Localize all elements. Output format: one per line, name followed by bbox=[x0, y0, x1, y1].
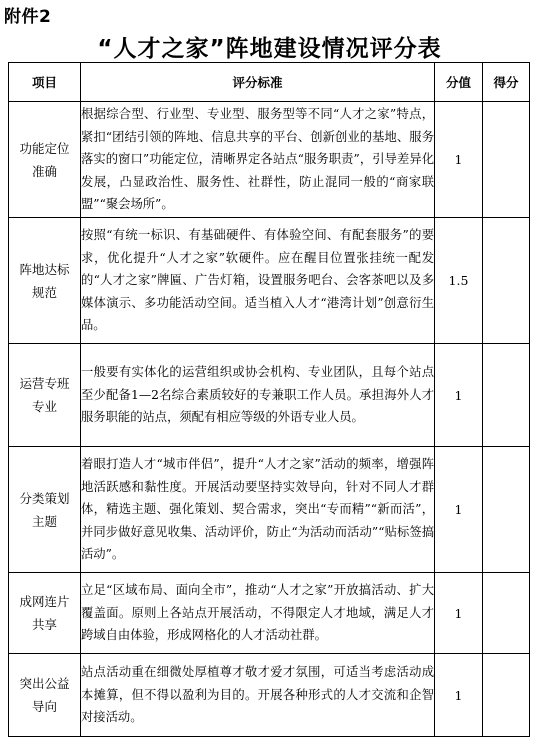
row-earned-cell[interactable] bbox=[483, 344, 530, 447]
row-score: 1 bbox=[435, 573, 483, 654]
table-row bbox=[9, 573, 530, 654]
row-item-label: 突出公益导向 bbox=[19, 676, 70, 714]
column-header-criteria: 评分标准 bbox=[81, 63, 435, 102]
row-earned-cell[interactable] bbox=[483, 654, 530, 737]
table-row bbox=[9, 218, 530, 344]
row-criteria: 着眼打造人才“城市伴侣”，提升“人才之家”活动的频率，增强阵地活跃感和黏性度。开展活动要坚持实效导向，针对不同人才群体，精选主题、强化策划、契合需求，突出“专而精”“新而活”，并同步做好意见收集、活动评价，防止“为活动而活动”“贴标签搞活动”。 bbox=[81, 447, 435, 573]
row-earned-cell[interactable] bbox=[483, 102, 530, 218]
row-criteria: 按照“有统一标识、有基础硬件、有体验空间、有配套服务”的要求，优化提升“人才之家”软硬件。应在醒目位置张挂统一配发的“人才之家”牌匾、广告灯箱，设置服务吧台、会客茶吧以及多媒体演示、多功能活动空间。适当植入人才“港湾计划”创意衍生品。 bbox=[81, 218, 435, 344]
row-criteria: 根据综合型、行业型、专业型、服务型等不同“人才之家”特点，紧扣“团结引领的阵地、信息共享的平台、创新创业的基地、服务落实的窗口”功能定位，清晰界定各站点“服务职责”，引导差异化发展，凸显政治性、服务性、社群性，防止混同一般的“商家联盟”“聚会场所”。 bbox=[81, 102, 435, 218]
row-item-label: 阵地达标规范 bbox=[19, 261, 70, 300]
table-row bbox=[9, 654, 530, 737]
attachment-label: 附件2 bbox=[4, 7, 52, 27]
row-earned-cell[interactable] bbox=[483, 218, 530, 344]
scoring-table bbox=[8, 62, 530, 737]
column-header-earned: 得分 bbox=[483, 63, 530, 102]
table-row bbox=[9, 344, 530, 447]
row-item-label: 运营专班专业 bbox=[19, 376, 70, 414]
row-earned-cell[interactable] bbox=[483, 573, 530, 654]
row-criteria: 一般要有实体化的运营组织或协会机构、专业团队，且每个站点至少配备1—2名综合素质较好的专兼职工作人员。承担海外人才服务职能的站点，须配有相应等级的外语专业人员。 bbox=[81, 344, 435, 447]
row-score: 1 bbox=[435, 344, 483, 447]
column-header-item: 项目 bbox=[9, 63, 81, 102]
row-earned-cell[interactable] bbox=[483, 447, 530, 573]
row-item-label: 分类策划主题 bbox=[19, 490, 70, 529]
row-score: 1.5 bbox=[435, 218, 483, 344]
row-item-label: 成网连片共享 bbox=[19, 594, 70, 632]
row-criteria: 站点活动重在细微处厚植尊才敬才爱才氛围，可适当考虑活动成本摊算，但不得以盈利为目的。开展各种形式的人才交流和企智对接活动。 bbox=[81, 654, 435, 737]
row-item-label: 功能定位准确 bbox=[19, 140, 70, 179]
table-row bbox=[9, 102, 530, 218]
row-score: 1 bbox=[435, 102, 483, 218]
row-score: 1 bbox=[435, 447, 483, 573]
document-title: “人才之家”阵地建设情况评分表 bbox=[97, 36, 442, 62]
table-row bbox=[9, 447, 530, 573]
column-header-score: 分值 bbox=[435, 63, 483, 102]
row-criteria: 立足“区域布局、面向全市”，推动“人才之家”开放搞活动、扩大覆盖面。原则上各站点开展活动，不得限定人才地域，满足人才跨域自由体验，形成网格化的人才活动社群。 bbox=[81, 573, 435, 654]
row-score: 1 bbox=[435, 654, 483, 737]
table-header-row bbox=[9, 63, 530, 102]
